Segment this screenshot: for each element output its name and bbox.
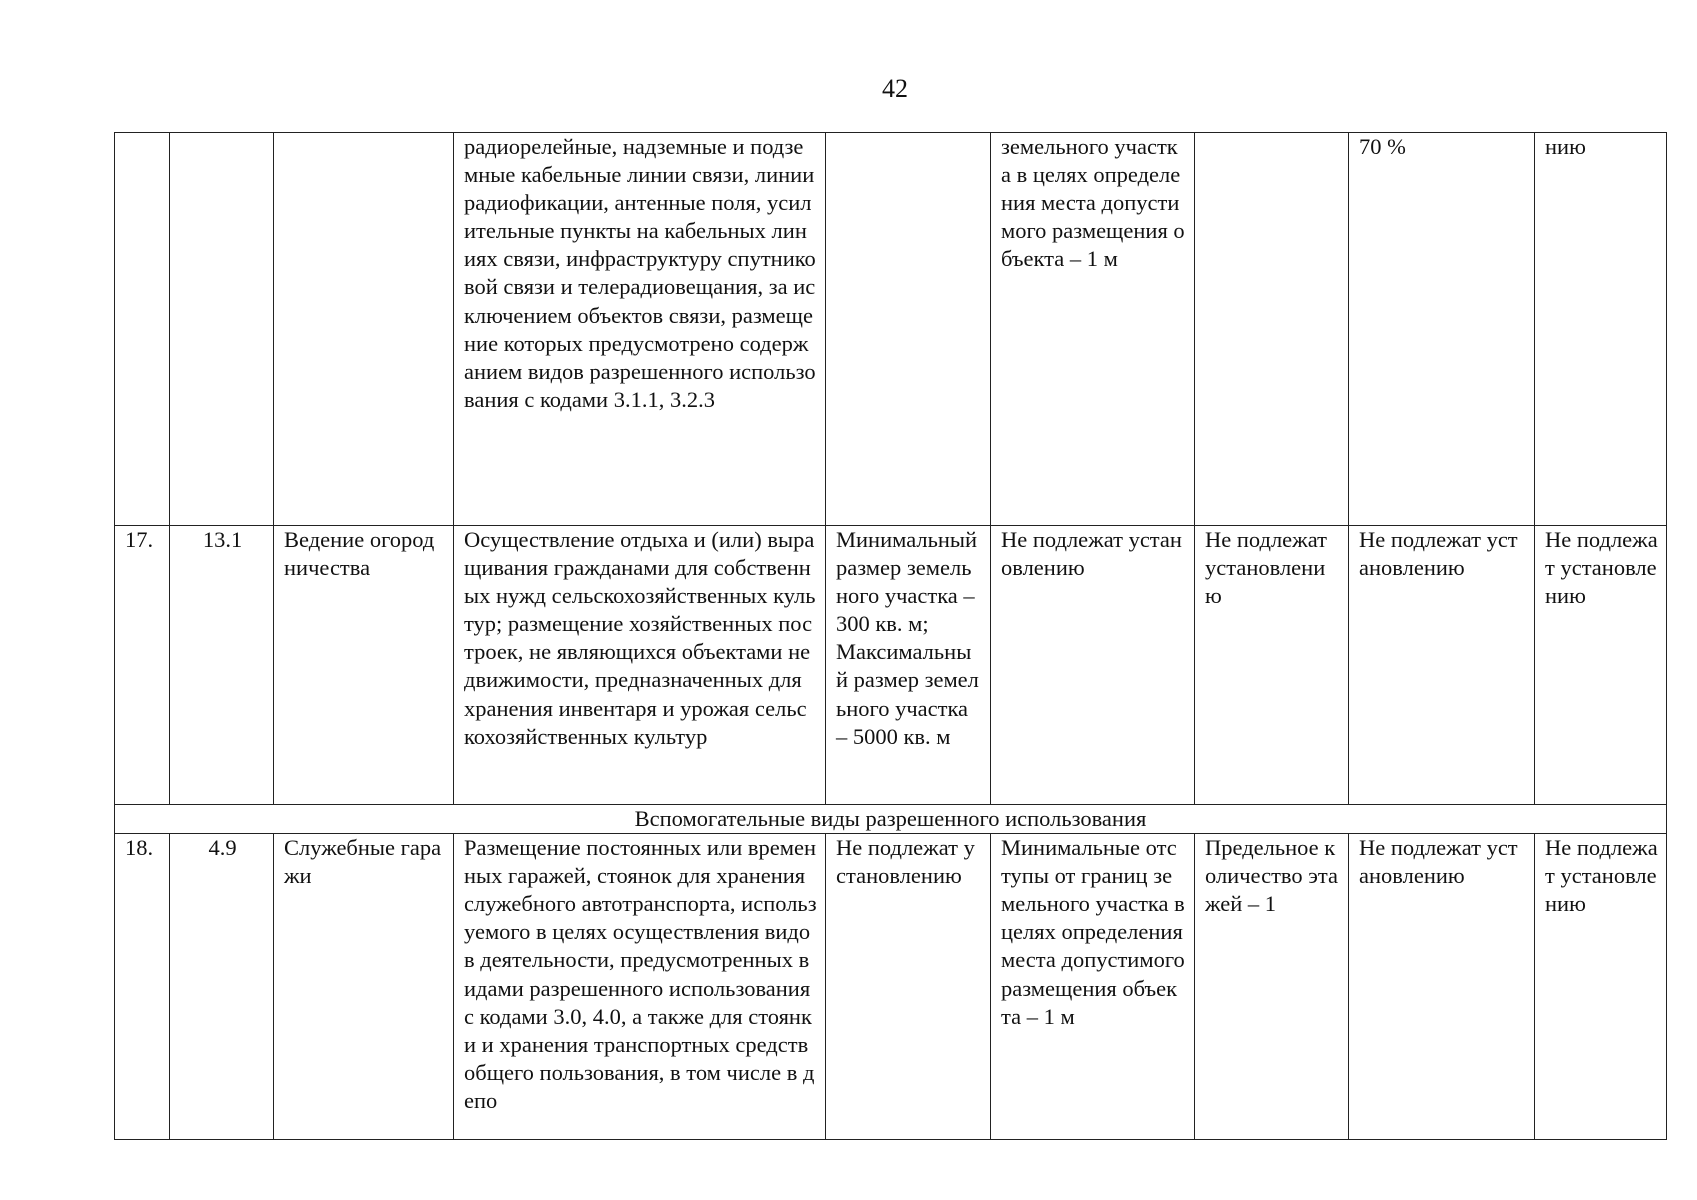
use-name-cell: Служебные гаражи [274,834,454,1140]
floors-cell: Предельное количество этажей – 1 [1195,834,1349,1140]
other-params-cell: Не подлежат установлению [1535,834,1667,1140]
plot-size-cell: Не подлежат установлению [826,834,991,1140]
plot-size-cell: Минимальный размер земельного участка – 300 кв. м; Максимальный размер земельного участка – 5000 кв. м [826,526,991,805]
setbacks-cell: земельного участка в целях определения места допустимого размещения объекта – 1 м [991,133,1195,526]
page-number: 42 [882,74,908,103]
code-cell: 13.1 [170,526,274,805]
section-title: Вспомогательные виды разрешенного использования [115,805,1667,834]
table-row [115,834,1667,1140]
floors-cell: Не подлежат установлению [1195,526,1349,805]
setbacks-cell: Не подлежат установлению [991,526,1195,805]
floors-cell [1195,133,1349,526]
use-description-cell: радиорелейные, надземные и подземные кабельные линии связи, линии радиофикации, антенные поля, усилительные пункты на кабельных линиях связи, инфраструктуру спутниковой связи и телерадиовещания, за исключением объектов связи, размещение которых предусмотрено содержанием видов разрешенного использования с кодами 3.1.1, 3.2.3 [454,133,826,526]
coverage-cell: Не подлежат установлению [1349,526,1535,805]
code-cell: 4.9 [170,834,274,1140]
other-params-cell: Не подлежат установлению [1535,526,1667,805]
use-name-cell: Ведение огородничества [274,526,454,805]
use-description-cell: Размещение постоянных или временных гаражей, стоянок для хранения служебного автотранспорта, используемого в целях осуществления видов деятельности, предусмотренных видами разрешенного использования с кодами 3.0, 4.0, а также для стоянки и хранения транспортных средств общего пользования, в том числе в депо [454,834,826,1140]
coverage-cell: Не подлежат установлению [1349,834,1535,1140]
row-number-cell [115,133,170,526]
coverage-cell: 70 % [1349,133,1535,526]
table-row [115,526,1667,805]
setbacks-cell: Минимальные отступы от границ земельного участка в целях определения места допустимого размещения объекта – 1 м [991,834,1195,1140]
row-number-cell: 17. [115,526,170,805]
use-name-cell [274,133,454,526]
row-number-cell: 18. [115,834,170,1140]
table-row [115,133,1667,526]
zoning-regulations-table [114,132,1667,1140]
plot-size-cell [826,133,991,526]
section-header-row [115,805,1667,834]
other-params-cell: нию [1535,133,1667,526]
use-description-cell: Осуществление отдыха и (или) выращивания гражданами для собственных нужд сельскохозяйственных культур; размещение хозяйственных построек, не являющихся объектами недвижимости, предназначенных для хранения инвентаря и урожая сельскохозяйственных культур [454,526,826,805]
code-cell [170,133,274,526]
